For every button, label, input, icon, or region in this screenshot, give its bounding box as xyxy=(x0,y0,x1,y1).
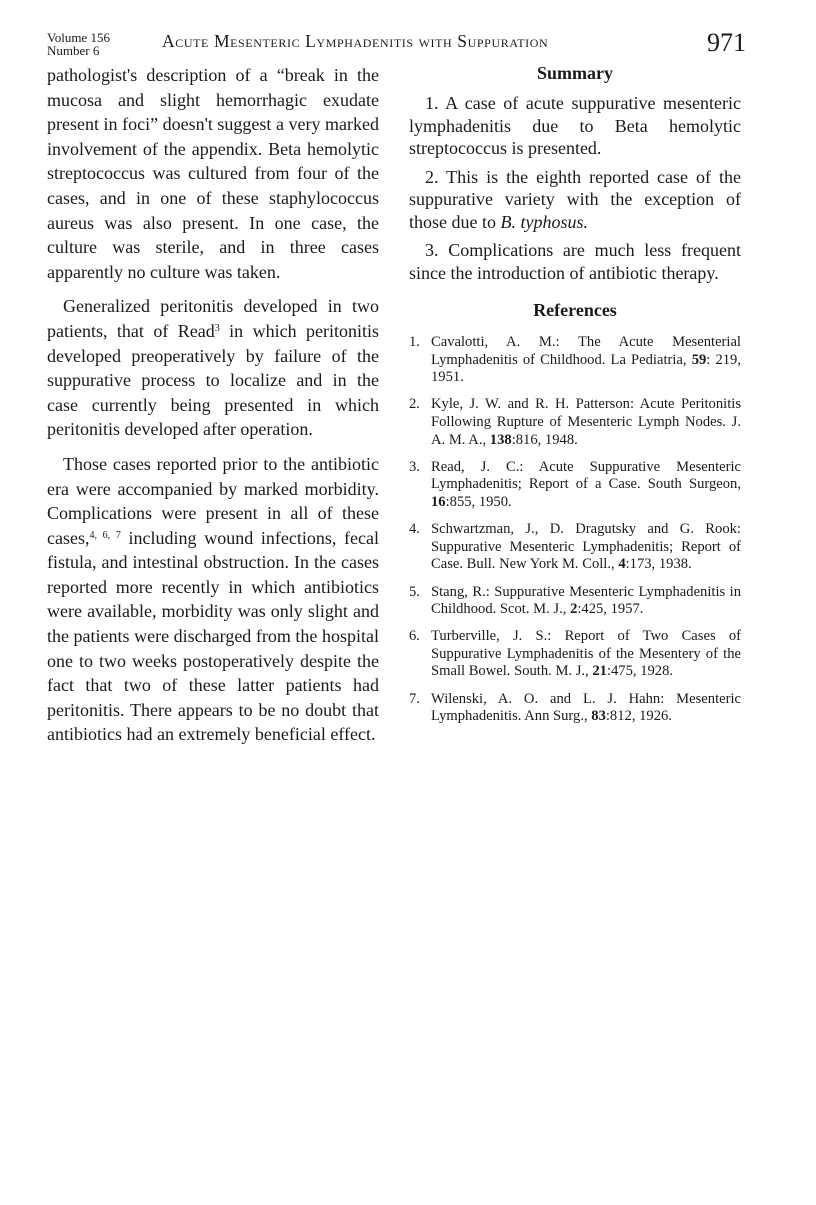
reference-number: 2. xyxy=(409,396,420,413)
references-heading: References xyxy=(533,300,617,320)
reference-volume: 21 xyxy=(592,663,607,680)
reference-item xyxy=(409,334,741,387)
paragraph-1: pathologist's description of a “break in the mucosa and slight hemorrhagic exudate present in foci” doesn't suggest a very marked involvement of the appendix. Beta hemolytic streptococcus was cultured from four of the cases, and in one of these staphylococcus aureus was also present. In one case, the culture was sterile, and in three cases apparently no culture was taken. xyxy=(47,65,379,282)
reference-number: 3. xyxy=(409,458,420,475)
reference-text: Turberville, J. S.: Report of Two Cases of Suppurative Lymphadenitis of the Mesentery of the Small Bowel. South. M. J., xyxy=(431,628,741,680)
reference-text: Schwartzman, J., D. Dragutsky and G. Rook: Suppurative Mesenteric Lymphadenitis; Report of Case. Bull. New York M. Coll., xyxy=(431,521,741,573)
summary-item-italic: B. typhosus. xyxy=(500,211,588,232)
volume-info xyxy=(47,31,110,57)
summary-item: 1. A case of acute suppurative mesenteric lymphadenitis due to Beta hemolytic streptococcus is presented. xyxy=(409,93,741,158)
reference-volume: 16 xyxy=(431,493,446,510)
citation-superscript: 3 xyxy=(214,322,220,334)
reference-volume: 83 xyxy=(591,708,606,725)
reference-number: 4. xyxy=(409,521,420,538)
summary-item: 3. Complications are much less frequent since the introduction of antibiotic therapy. xyxy=(409,240,741,283)
right-column xyxy=(409,63,741,735)
paragraph-2-text-a: Generalized peritonitis developed in two patients, that of Read xyxy=(47,296,379,341)
reference-text: Cavalotti, A. M.: The Acute Mesenterial Lymphadenitis of Childhood. La Pediatria, xyxy=(431,334,741,368)
reference-item xyxy=(409,628,741,681)
summary-item xyxy=(409,166,741,234)
page-header xyxy=(0,0,816,60)
reference-number: 7. xyxy=(409,690,420,707)
reference-text: Kyle, J. W. and R. H. Patterson: Acute Peritonitis Following Rupture of Mesenteric Lymph Nodes. J. A. M. A., xyxy=(431,396,741,448)
paragraph-2 xyxy=(47,294,379,442)
reference-number: 1. xyxy=(409,334,420,350)
paragraph-3-text-a: Those cases reported prior to the antibiotic era were accompanied by marked morbidity. Complications were present in all of these cases, xyxy=(47,453,379,548)
reference-text: Wilenski, A. O. and L. J. Hahn: Mesenteric Lymphadenitis. Ann Surg., xyxy=(431,690,741,725)
references-list xyxy=(409,334,741,726)
reference-volume: 2 xyxy=(570,601,578,618)
running-title: Acute Mesenteric Lymphadenitis with Suppuration xyxy=(162,31,549,51)
reference-text: Stang, R.: Suppurative Mesenteric Lymphadenitis in Childhood. Scot. M. J., xyxy=(431,583,741,618)
volume-label: Volume 156 xyxy=(47,30,110,45)
reference-pages: :816, 1948. xyxy=(511,431,578,448)
summary-list xyxy=(409,92,741,284)
reference-number: 6. xyxy=(409,628,420,645)
reference-volume: 138 xyxy=(489,431,512,448)
reference-pages: :812, 1926. xyxy=(605,708,672,725)
reference-pages: :173, 1938. xyxy=(625,556,692,573)
summary-item-text: 2. This is the eighth reported case of the suppurative variety with the exception of those due to xyxy=(409,166,741,232)
reference-item xyxy=(409,584,741,619)
number-label: Number 6 xyxy=(47,43,100,58)
reference-pages: :855, 1950. xyxy=(445,493,512,510)
reference-number: 5. xyxy=(409,583,420,600)
reference-item xyxy=(409,691,741,726)
paragraph-2-text-b: in which peritonitis developed preoperatively by failure of the suppurative process to localize and in the case currently being presented in which peritonitis developed after operation. xyxy=(47,320,379,440)
reference-volume: 59 xyxy=(691,351,707,368)
page-number: 971 xyxy=(707,28,746,57)
summary-heading: Summary xyxy=(537,63,613,83)
reference-item xyxy=(409,396,741,449)
reference-text: Read, J. C.: Acute Suppurative Mesenteric Lymphadenitis; Report of a Case. South Surgeon, xyxy=(431,458,741,493)
left-column xyxy=(47,63,379,747)
paragraph-3-text-b: including wound infections, fecal fistula, and intestinal obstruction. In the cases reported more recently in which antibiotics were available, morbidity was only slight and the patients were discharged from the hospital one to two weeks postoperatively despite the fact that two of these latter patients had peritonitis. There appears to be no doubt that antibiotics had an extremely beneficial effect. xyxy=(47,527,379,745)
reference-volume: 4 xyxy=(618,556,626,573)
reference-pages: : 219, 1951. xyxy=(431,351,741,386)
reference-item xyxy=(409,521,741,574)
reference-pages: :475, 1928. xyxy=(606,663,674,680)
paragraph-3 xyxy=(47,452,379,747)
reference-item xyxy=(409,459,741,512)
reference-pages: :425, 1957. xyxy=(577,601,644,618)
citation-superscript: 4, 6, 7 xyxy=(89,529,121,541)
